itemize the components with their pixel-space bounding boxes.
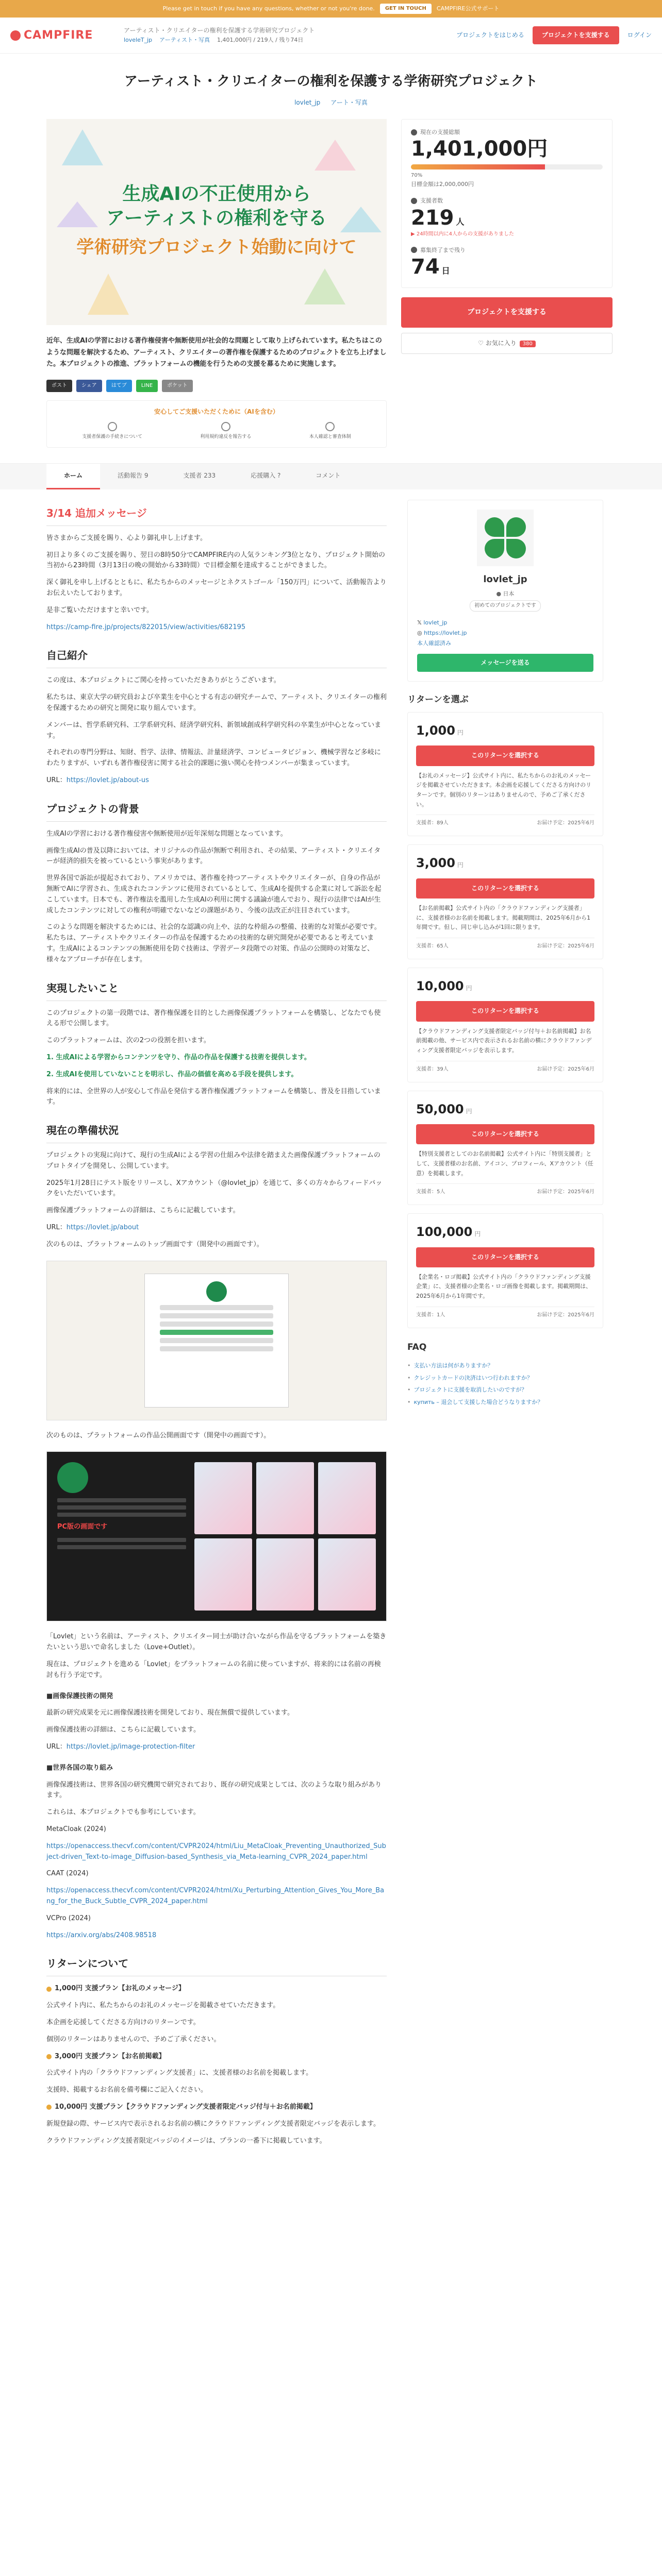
return-item: 10,000円 支援プラン【クラウドファンディング支援者限定バッジ付与＋お名前掲載】 新規登録の際、サービス内で表示されるお名前の横にクラウドファンディング支援者限定バッジを表示します。 クラウドファンディング支援者限定バッジのイメージは、プランの一番下に掲載しています。 [46,2103,380,2145]
paragraph: 是非ご覧いただけますと幸いです。 [46,606,153,614]
owner-profile [407,500,603,682]
reference-link[interactable]: https://openaccess.thecvf.com/content/CVPR2024/html/Liu_MetaCloak_Preventing_Unauthorized_Subject-driven_Text-to-image_Diffusion-based_Synthesis_via_Meta-learning_CVPR_2024_paper.html [46,1842,386,1861]
login-link[interactable]: ログイン [627,31,652,39]
reward-backers: 支援者：5人 [416,1189,445,1195]
reward-delivery: お届け予定：2025年6月 [537,1066,594,1072]
category-link[interactable]: アート・写真 [330,98,368,106]
hero-description: 近年、生成AIの学習における著作権侵害や無断使用が社会的な問題として取り上げられています。私たちはこのような問題を解決するため、アーティスト、クリエイターの著作権を保護するためのプロジェクトを立ち上げました。本プロジェクトの推進、プラットフォームの機能を行うための支援を募るために実施します。 [46,336,387,368]
share-row [46,380,387,392]
header-sub-links [124,36,456,45]
faq-item[interactable]: • купить – 退会して支援した場合どうなりますか？ [407,1396,603,1409]
owner-links [417,618,593,648]
send-message-button[interactable]: メッセージを送る [417,654,593,672]
share-x-button[interactable]: ポスト [46,380,72,392]
globe-icon: ◎ [417,629,424,636]
returns-heading: リターンを選ぶ [407,694,469,705]
share-pocket-button[interactable]: ポケット [162,380,193,392]
progress-text: 70% [411,173,423,179]
paragraph: 画像保護プラットフォームの詳細は、こちらに記載しています。 [46,1207,240,1215]
banner-tail: CAMPFIRE公式サポート [436,5,500,12]
main-article: 3/14 追加メッセージ 皆さまからご支援を賜り、心より御礼申し上げます。 初日より多くのご支援を賜り、翌日の8時50分でCAMPFIRE内の人気ランキング3位となり、プロジェクト開始の当初から23時間（3月13日の晩の開始から33時間）で目標金額を達成することができました。 深く御礼を申し上げるとともに、私たちからのメッセージとネクストゴール「150万円」について、活動報告よりお伝えいたしております。 是非ご覧いただけますと幸いです。 https://camp-fire.jp/projects/822015/view/activities/682195 自己紹介 この度は、本プロジェクトにご関心を持っていただきありがとうございます。 私たちは、東京大学の研究員および卒業生を中心とする有志の研究チームで、アーティスト、クリエイターの権利を保護するための研究と開発に取り組んでいます。 メンバーは、哲学系研究科、工学系研究科、経済学研究科、新領域創成科学研究科の卒業生が中心となっています。 それぞれの専門分野は、知財、哲学、法律、情報法、計量経済学、コンピュータビジョン、機械学習など多岐にわたりますが、いずれも著作権侵害に関する社会的課題に強い関心を持つメンバーが集まっています。 URL：https://lovlet.jp/about-us プロジェクトの背景 生成AIの学習における著作権侵害や無断使用が近年深刻な問題となっています。 画像生成AIの普及以降においては、オリジナルの作品が無断で利用され、その結果、アーティスト・クリエイターが経済的損失を被っているという事実があります。 世界各国で訴訟が提起されており、アメリカでは、著作権を持つアーティストやクリエイターが、自身の作品が無断でAIに学習され、生成されたコンテンツに使用されているとして、生成AIを提供する企業に対して訴訟を起こしています。日本でも、著作権法を濫用した生成AIの利用に関する議論が進んでおり、現行の法律ではAIが生成したコンテンツに対しての権利が明確でないなどの課題があり、今後の法改正が注目されています。 このような問題を解決するためには、社会的な認識の向上や、法的な枠組みの整備、技術的な対策が必要です。私たちは、アーティストやクリエイターの作品を保護するための技術的な研究開発が必要であると考えています。生成AIによるコンテンツの無断使用を防ぐ技術は、学習データ段階での対策、作品の公開時の対策など、様々なアプローチが存在します。 実現したいこと このプロジェクトの第一段階では、著作権保護を目的とした画像保護プラットフォームを構築し、どなたでも使える形で公開します。 このプラットフォームは、次の2つの役割を担います。 1. 生成AIによる学習からコンテンツを守り、作品の作品を保護する技術を提供します。 2. 生成AIを使用していないことを明示し、作品の価値を高める手段を提供します。 将来的には、全世界の人が安心して作品を発信する著作権保護プラットフォームを構築し、普及を目指しています。 現在の準備状況 プロジェクトの実現に向けて、現行の生成AIによる学習の仕組みや法律を踏まえた画像保護プラットフォームのプロトタイプを開発し、公開しています。 2025年1月28日にテスト版をリリースし、Xアカウント（@lovlet_jp）を通じて、多くの方々からフィードバックをいただいています。 画像保護プラットフォームの詳細は、こちらに記載しています。 URL：https://lovlet.jp/about 次のものは、プラットフォームのトップ画面です（開発中の画面です）。 次のものは、プラットフォームの作品公開画面です（開発中の画面です）。 PC版の画面です 「Lovlet」という名前は、アーティスト、クリエイター同士が助け合いながら作品を守るプラットフォームを築きたいという思いで命名しました（Love+Outlet）。 現在は、プロジェクトを進める「Lovlet」をプラットフォームの名前に使っていますが、将来的には名前の再検討も行う予定です。 ■画像保護技術の開発 最新の研究成果を元に画像保護技術を開発しており、現在無償で提供しています。 画像保護技術の詳細は、こちらに記載しています。 URL：https://lovlet.jp/image-protection-filter ■世界各国の取り組み 画像保護技術は、世界各国の研究機関で研究されており、既存の研究成果としては、次のような取り組みがあります。 これらは、本プロジェクトでも参考にしています。 MetaCloak (2024) https://openaccess.thecvf.com/content/CVPR2024/html/Liu_MetaCloak_Preventing_Unauthorized_Subject-driven_Text-to-image_Diffusion-based_Synthesis_via_Meta-learning_CVPR_2024_paper.html CAAT (2024) https://openaccess.thecvf.com/content/CVPR2024/html/Xu_Perturbing_Attention_Gives_You_More_Bang_for_the_Buck_Subtle_CVPR_2024_paper.html VCPro (2024) https://arxiv.org/abs/2408.98518 リターンについて 1,000円 支援プラン【お礼のメッセージ】 公式サイト内に、私たちからのお礼のメッセージを掲載させていただきます。 本企画を応援してくださる方向けのリターンです。 個別のリターンはありませんので、予めご了承ください。 3,000円 支援プラン【お名前掲載】 公式サイト内の「クラウドファンディング支援者」に、支援者様のお名前を掲載します。 支援時、掲載するお名前を備考欄にご記入ください。 10,000円 支援プラン【クラウドファンディング支援者限定バッジ付与＋お名前掲載】 新規登録の際、サービス内で表示されるお名前の横にクラウドファンディング支援者限定バッジを表示します。 クラウドファンディング支援者限定バッジのイメージは、プランの一番下に掲載しています。 [46,500,387,2153]
reward-description: 【お礼のメッセージ】公式サイト内に、私たちからのお礼のメッセージを掲載させていただきます。本企画を応援してくださる方向けのリターンです。個別のリターンはありませんので、予めご了承ください。 [416,772,592,808]
reward-meta [416,938,594,951]
backers-label: 支援者数 [411,196,603,206]
reward-price: 50,000 円 [416,1101,472,1116]
tab-backers[interactable]: 支援者 233 [183,471,216,479]
sub-heading: ■画像保護技術の開発 [46,1692,113,1700]
days-value: 74 日 [411,255,450,279]
select-reward-button[interactable]: このリターンを選択する [416,878,594,899]
reward-price: 3,000 円 [416,856,464,871]
owner-web-link[interactable]: https://lovlet.jp [424,629,467,636]
lovlet-logo-icon [57,1462,88,1493]
paragraph: 世界各国で訴訟が提起されており、アメリカでは、著作権を持つアーティストやクリエイターが、自身の作品が無断でAIに学習され、生成されたコンテンツに使用されているとして、生成AIを提供する企業に対して訴訟を起こしています。日本でも、著作権法を濫用した生成AIの利用に関する議論が進んでおり、現行の法律ではAIが生成したコンテンツに対しての権利が明確でないなどの課題があり、今後の法改正が注目されています。 [46,874,382,914]
reward-delivery: お届け予定：2025年6月 [537,943,594,949]
faq-item[interactable]: • クレジットカードの決済はいつ行われますか？ [407,1372,603,1384]
reference-title: CAAT (2024) [46,1870,89,1878]
verification-link[interactable]: 本人確認済み [417,639,451,647]
safety-item[interactable]: 支援者保護の手続きについて [82,422,142,440]
owner-link[interactable]: lovlet_jp [294,98,321,106]
safety-item[interactable]: 利用規約違反を報告する [200,422,251,440]
favorite-button[interactable]: ♡ お気に入り 380 [401,333,613,354]
tabs-bar [0,463,662,489]
top-banner [0,0,662,18]
paragraph: 最新の研究成果を元に画像保護技術を開発しており、現在無償で提供しています。 [46,1709,294,1717]
header-right [456,26,652,44]
reward-meta [416,815,594,827]
section-heading: 3/14 追加メッセージ [46,505,387,526]
share-hatena-button[interactable]: はてブ [106,380,132,392]
paragraph: 深く御礼を申し上げるとともに、私たちからのメッセージとネクストゴール「150万円」について、活動報告よりお伝えいたしております。 [46,579,387,597]
filter-link[interactable]: https://lovlet.jp/image-protection-filter [66,1743,195,1751]
favorite-count: 380 [520,341,536,347]
header-owner-link[interactable]: loveleT_jp [124,37,153,44]
paragraph: 私たちは、東京大学の研究員および卒業生を中心とする有志の研究チームで、アーティスト、クリエイターの権利を保護するための研究と開発に取り組んでいます。 [46,693,387,712]
hero-headline-2: アーティストの権利を守る [106,207,327,229]
select-reward-button[interactable]: このリターンを選択する [416,1124,594,1144]
days-label: 募集終了まで残り [411,246,603,255]
bullet-icon [46,1987,52,1992]
paragraph: このプラットフォームは、次の2つの役割を担います。 [46,1037,210,1045]
paragraph: 「Lovlet」という名前は、アーティスト、クリエイター同士が助け合いながら作品を守るプラットフォームを築きたいという思いで命名しました（Love+Outlet）。 [46,1633,387,1652]
platform-top-screenshot [46,1261,387,1420]
section-heading: プロジェクトの背景 [46,801,387,822]
paragraph: 次のものは、プラットフォームのトップ画面です（開発中の画面です）。 [46,1240,263,1248]
header-category-link[interactable]: アーティスト・写真 [159,37,210,44]
safety-item[interactable]: 本人確認と審査体制 [309,422,351,440]
paragraph: 2025年1月28日にテスト版をリリースし、Xアカウント（@lovlet_jp）を通じて、多くの方々からフィードバックをいただいています。 [46,1179,383,1198]
reward-backers: 支援者：1人 [416,1312,445,1318]
owner-location: ● 日本 [496,590,515,597]
platform-gallery-screenshot [46,1451,387,1621]
paragraph: これらは、本プロジェクトでも参考にしています。 [46,1808,200,1817]
reward-list [407,712,603,1328]
reward-description: 【お名前掲載】公式サイト内の「クラウドファンディング支援者」に、支援者様のお名前を掲載します。掲載期間は、2025年6月から1年間です。但し、同じ申し込みが1回に限ります。 [416,904,591,931]
reward-backers: 支援者：89人 [416,820,449,826]
reward-description: 【企業名・ロゴ掲載】公式サイト内の「クラウドファンディング支援企業」に、支援者様の企業名・ロゴ画像を掲載します。掲載期間は、2025年6月から1年間です。 [416,1273,592,1300]
tab-activity[interactable]: 活動報告 9 [118,471,148,479]
people-icon [411,198,417,204]
goal-item: 1. 生成AIによる学習からコンテンツを守り、作品の作品を保護する技術を提供します。 [46,1053,311,1061]
owner-name[interactable]: lovlet_jp [483,573,527,585]
reference-link[interactable]: https://arxiv.org/abs/2408.98518 [46,1931,157,1939]
hero-right [401,119,613,448]
clock-icon [411,247,417,253]
support-project-button[interactable]: プロジェクトを支援する [401,297,613,327]
report-icon [221,422,230,431]
reward-card[interactable] [407,968,603,1082]
faq-heading: FAQ [407,1342,427,1352]
get-in-touch-button[interactable]: GET IN TOUCH [380,4,432,14]
goal-item: 2. 生成AIを使用していないことを明示し、作品の価値を高める手段を提供します。 [46,1070,298,1078]
header-crumb-area [113,26,456,45]
lovlet-logo-icon [206,1281,227,1302]
reward-delivery: お届け予定：2025年6月 [537,1312,594,1318]
paragraph: プロジェクトの実現に向けて、現行の生成AIによる学習の仕組みや法律を踏まえた画像保護プラットフォームのプロトタイプを開発し、公開しています。 [46,1151,380,1170]
reward-description: 【クラウドファンディング支援者限定バッジ付与＋お名前掲載】お名前掲載の他、サービス内で表示されるお名前の横にクラウドファンディング支援者限定バッジを表示します。 [416,1027,592,1054]
page-meta [0,98,662,119]
paragraph: 将来的には、全世界の人が安心して作品を発信する著作権保護プラットフォームを構築し、普及を目指しています。 [46,1087,381,1106]
tab-comments[interactable]: コメント [316,471,341,479]
goal-text: 目標金額は2,000,000円 [411,181,474,188]
return-item: 1,000円 支援プラン【お礼のメッセージ】 公式サイト内に、私たちからのお礼のメッセージを掲載させていただきます。 本企画を応援してくださる方向けのリターンです。 個別のリターンはありませんので、予めご了承ください。 [46,1985,280,2043]
shield-icon [108,422,117,431]
wallet-icon [411,129,417,135]
paragraph: 生成AIの学習における著作権侵害や無断使用が近年深刻な問題となっています。 [46,829,287,838]
start-project-link[interactable]: プロジェクトをはじめる [456,31,524,39]
hero-image [46,119,387,325]
bullet-icon [46,2105,52,2110]
reward-delivery: お届け予定：2025年6月 [537,1189,594,1195]
paragraph: メンバーは、哲学系研究科、工学系研究科、経済学研究科、新領域創成科学研究科の卒業生が中心となっています。 [46,721,382,740]
reward-delivery: お届け予定：2025年6月 [537,820,594,826]
share-facebook-button[interactable]: シェア [76,380,102,392]
progress-bar [411,164,603,170]
x-icon: 𝕏 [417,619,424,626]
pin-icon: ● [496,590,503,597]
reference-title: VCPro (2024) [46,1914,91,1922]
campfire-logo-icon [10,30,21,41]
about-link[interactable]: https://lovlet.jp/about [66,1224,139,1232]
hero-headline-1: 生成AIの不正使用から [122,183,311,205]
hero [0,119,662,448]
reward-meta [416,1061,594,1074]
page-title: アーティスト・クリエイターの権利を保護する学術研究プロジェクト [124,74,538,89]
backers-value: 219 人 [411,206,465,230]
reward-price: 1,000 円 [416,723,464,738]
reward-card[interactable] [407,844,603,959]
reward-card[interactable] [407,712,603,836]
activity-link[interactable]: https://camp-fire.jp/projects/822015/view/activities/682195 [46,623,246,631]
select-reward-button[interactable]: このリターンを選択する [416,1247,594,1267]
stats-box [401,119,613,288]
paragraph: それぞれの専門分野は、知財、哲学、法律、情報法、計量経済学、コンピュータビジョン、機械学習など多岐にわたりますが、いずれも著作権侵害に関する社会的課題に強い関心を持つメンバーが集まっています。 [46,749,381,768]
heart-icon: ♡ [478,339,486,347]
reward-meta [416,1183,594,1196]
amount-label: 現在の支援総額 [411,128,603,137]
reward-card[interactable] [407,1091,603,1206]
reward-backers: 支援者：65人 [416,943,449,949]
share-line-button[interactable]: LINE [136,380,158,392]
faq-item[interactable]: • プロジェクトに支援を取消したいのですが？ [407,1384,603,1396]
section-heading: 自己紹介 [46,647,387,668]
reward-card[interactable] [407,1213,603,1328]
sub-heading: ■世界各国の取り組み [46,1764,113,1772]
paragraph: 次のものは、プラットフォームの作品公開画面です（開発中の画面です）。 [46,1431,271,1439]
paragraph: このプロジェクトの第一段階では、著作権保護を目的とした画像保護プラットフォームを構築し、どなたでも使える形で公開します。 [46,1009,381,1028]
owner-x-link[interactable]: lovlet_jp [423,619,448,626]
site-logo[interactable] [10,26,113,44]
hero-left [46,119,387,448]
sidebar [407,500,603,2153]
reference-title: MetaCloak (2024) [46,1825,106,1834]
tab-purchase[interactable]: 応援購入 ? [251,471,281,479]
paragraph: 初日より多くのご支援を賜り、翌日の8時50分でCAMPFIRE内の人気ランキング3位となり、プロジェクト開始の当初から23時間（3月13日の晩の開始から33時間）で目標金額を達成することができました。 [46,551,386,570]
avatar[interactable] [477,510,534,566]
section-heading: 実現したいこと [46,980,387,1001]
paragraph: 画像保護技術の詳細は、こちらに記載しています。 [46,1726,200,1734]
first-project-badge: 初めてのプロジェクトです [470,600,541,612]
reference-link[interactable]: https://openaccess.thecvf.com/content/CVPR2024/html/Xu_Perturbing_Attention_Gives_You_More_Bang_for_the_Buck_Subtle_CVPR_2024_paper.html [46,1887,385,1906]
header-support-button[interactable]: プロジェクトを支援する [533,26,619,44]
safety-title: 安心してご支援いただくために（AIを含む） [154,408,279,416]
tab-home[interactable]: ホーム [46,464,100,489]
reward-description: 【特別支援者としてのお名前掲載】公式サイト内に「特別支援者」として、支援者様のお名前、アイコン、プロフィール、Xアカウント（任意）を掲載します。 [416,1150,593,1177]
return-item: 3,000円 支援プラン【お名前掲載】 公式サイト内の「クラウドファンディング支援者」に、支援者様のお名前を掲載します。 支援時、掲載するお名前を備考欄にご記入ください。 [46,2052,313,2094]
header-project-title: アーティスト・クリエイターの権利を保護する学術研究プロジェクト [124,27,315,35]
clover-logo-icon [485,517,526,558]
section-heading: リターンについて [46,1955,387,1976]
faq [407,1341,603,1409]
paragraph: 皆さまからご支援を賜り、心より御礼申し上げます。 [46,534,207,542]
reward-backers: 支援者：39人 [416,1066,449,1072]
reward-meta [416,1307,594,1319]
backers-note: ▶ 24時間以内に4人からの支援がありました [411,231,514,237]
paragraph: このような問題を解決するためには、社会的な認識の向上や、法的な枠組みの整備、技術的な対策が必要です。私たちは、アーティストやクリエイターの作品を保護するための技術的な研究開発が必要であると考えています。生成AIによるコンテンツの無断使用を防ぐ技術は、学習データ段階での対策、作品の公開時の対策など、様々なアプローチが存在します。 [46,923,381,963]
content [0,489,662,2153]
logo-text: CAMPFIRE [24,28,93,42]
hero-headline-3: 学術研究プロジェクト始動に向けて [76,237,357,258]
select-reward-button[interactable]: このリターンを選択する [416,745,594,766]
reward-price: 10,000 円 [416,978,472,993]
about-us-link[interactable]: https://lovlet.jp/about-us [66,776,149,784]
safety-box [46,400,387,448]
bullet-icon [46,2054,52,2059]
paragraph: 画像保護技術は、世界各国の研究機関で研究されており、既存の研究成果としては、次のような取り組みがあります。 [46,1781,382,1800]
site-header [0,18,662,54]
section-heading: 現在の準備状況 [46,1122,387,1143]
paragraph: この度は、本プロジェクトにご関心を持っていただきありがとうございます。 [46,676,280,685]
reward-price: 100,000 円 [416,1225,481,1240]
amount-value: 1,401,000円 [411,137,548,161]
paragraph: 現在は、プロジェクトを進める「Lovlet」をプラットフォームの名前に使っていますが、将来的には名前の再検討も行う予定です。 [46,1660,381,1679]
faq-item[interactable]: • 支払い方法は何がありますか？ [407,1360,603,1372]
id-check-icon [325,422,335,431]
header-stat: 1,401,000円 / 219人 / 残り74日 [217,37,304,44]
select-reward-button[interactable]: このリターンを選択する [416,1001,594,1021]
pc-screen-label: PC版の画面です [57,1523,108,1531]
paragraph: 画像生成AIの普及以降においては、オリジナルの作品が無断で利用され、その結果、アーティスト・クリエイターが経済的損失を被っているという事実があります。 [46,846,381,866]
banner-text: Please get in touch if you have any questions, whether or not you're done. [162,5,375,12]
